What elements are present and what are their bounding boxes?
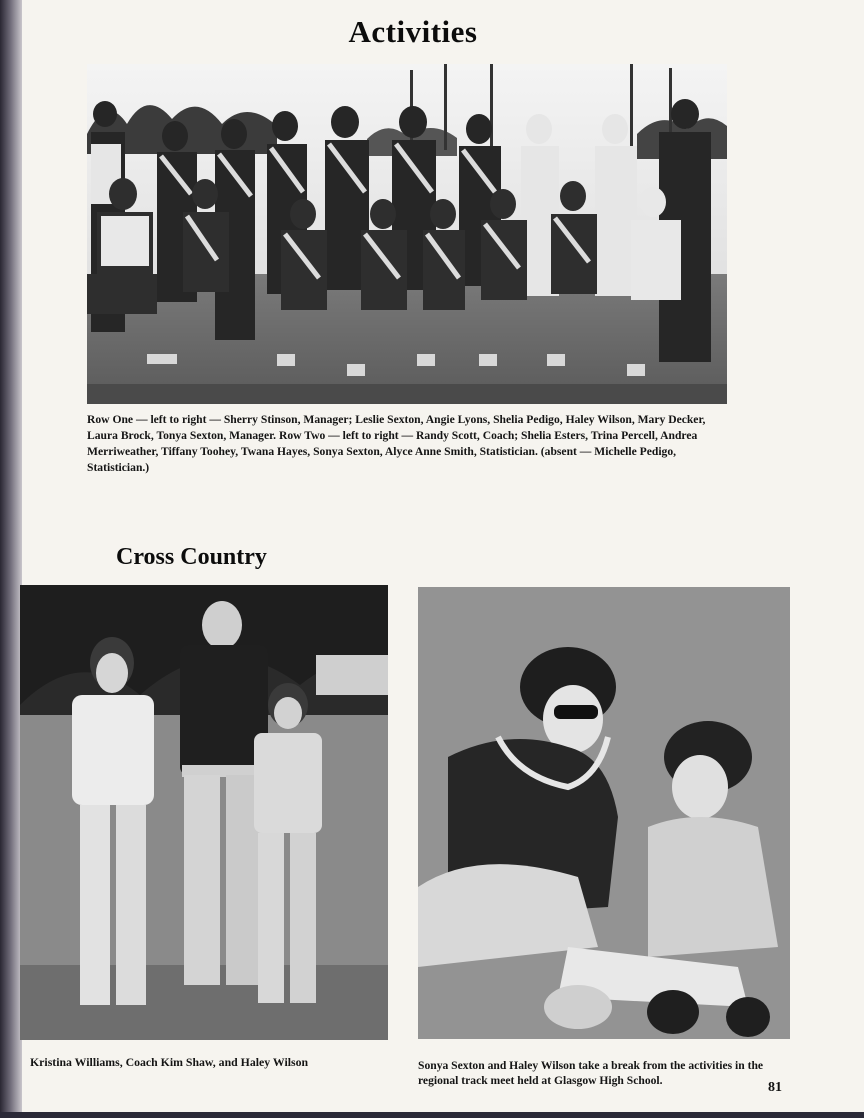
track-team-photo-image — [87, 64, 727, 404]
page-bottom-edge — [0, 1112, 864, 1118]
coach-runners-photo — [20, 585, 388, 1040]
book-binding-shadow — [0, 0, 22, 1118]
coach-runners-caption: Kristina Williams, Coach Kim Shaw, and Haley Wilson — [30, 1055, 309, 1069]
resting-runners-photo-image — [418, 587, 790, 1039]
activities-title: Activities — [348, 14, 478, 49]
page-number: 81 — [768, 1080, 782, 1095]
resting-runners-caption: Sonya Sexton and Haley Wilson take a break from the activities in the regional track meet held at Glasgow High School. — [418, 1059, 764, 1087]
coach-runners-photo-image — [20, 585, 388, 1040]
track-team-photo — [87, 64, 727, 404]
resting-runners-photo — [418, 587, 790, 1039]
cross-country-title: Cross Country — [116, 544, 267, 570]
track-team-caption: Row One — left to right — Sherry Stinson, Manager; Leslie Sexton, Angie Lyons, Shelia Pedigo, Haley Wilson, Mary Decker, Laura Brock, Tonya Sexton, Manager. Row Two — left to right — Randy Scott, Coach; Shelia Esters, Trina Percell, Andrea Merriweather, Tiffany Toohey, Twana Hayes, Sonya Sexton, Alyce Anne Smith, Statistician. (absent — Michelle Pedigo, Statistician.) — [87, 413, 706, 474]
